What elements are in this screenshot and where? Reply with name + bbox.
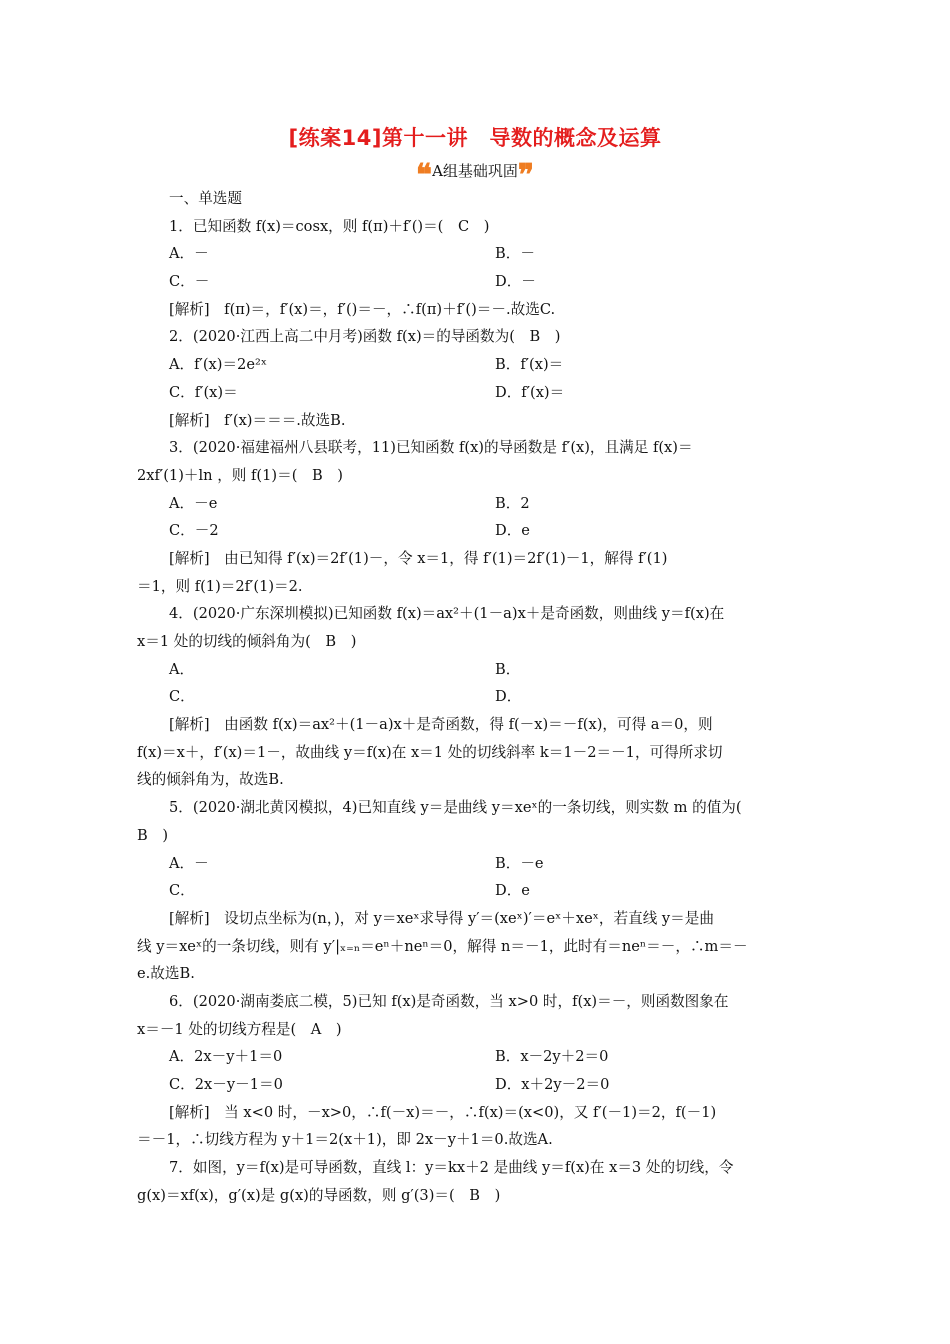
option-text: C．－2 [169, 522, 219, 540]
option-text: D．e [495, 882, 530, 900]
question-list [137, 213, 813, 1210]
option-row [137, 1043, 813, 1071]
option-row [137, 517, 813, 545]
option-text: C．－ [169, 273, 210, 291]
text-line: [解析] 由已知得 f′(x)＝2f′(1)－，令 x＝1，得 f′(1)＝2f′(1)－1，解得 f′(1) [169, 549, 668, 567]
option-text: B． [495, 660, 521, 678]
text-line: [解析] f(π)＝，f′(x)＝，f′()＝－，∴f(π)＋f′()＝－.故选C. [169, 300, 556, 318]
text-line: [解析] f′(x)＝＝＝.故选B. [169, 411, 346, 429]
option-text: B．x－2y＋2＝0 [495, 1048, 609, 1066]
text-line: 1．已知函数 f(x)＝cosx，则 f(π)＋f′()＝( C ) [169, 217, 490, 235]
option-row [137, 850, 813, 878]
option-row [137, 379, 813, 407]
text-line: e.故选B. [137, 965, 195, 983]
option-text: A． [169, 660, 195, 678]
section-heading: 一、单选题 [169, 190, 242, 207]
text-line: 7．如图，y＝f(x)是可导函数，直线 l：y＝kx＋2 是曲线 y＝f(x)在 x＝3 处的切线，令 [169, 1159, 734, 1177]
text-line: B ) [137, 826, 169, 844]
option-row [137, 490, 813, 518]
text-line: ＝－1，∴切线方程为 y＋1＝2(x＋1)，即 2x－y＋1＝0.故选A. [137, 1131, 553, 1149]
group-heading [0, 158, 950, 193]
open-quote-icon: ❝ [415, 158, 433, 193]
text-line: g(x)＝xf(x)，g′(x)是 g(x)的导函数，则 g′(3)＝( B ) [137, 1186, 501, 1204]
option-text: D．e [495, 522, 530, 540]
text-line: ＝1，则 f(1)＝2f′(1)＝2. [137, 577, 303, 595]
text-line: [解析] 当 x<0 时，－x>0，∴f(－x)＝－，∴f(x)＝(x<0)，又 f′(－1)＝2，f(－1) [169, 1103, 717, 1121]
option-row [137, 268, 813, 296]
text-line: 6．(2020·湖南娄底二模，5)已知 f(x)是奇函数，当 x>0 时，f(x)＝－，则函数图象在 [169, 992, 729, 1010]
text-line: f(x)＝x＋，f′(x)＝1－，故曲线 y＝f(x)在 x＝1 处的切线斜率 k＝1－2＝－1，可得所求切 [137, 743, 723, 761]
option-text: D． [495, 688, 522, 706]
text-line: 2xf′(1)＋ln ，则 f(1)＝( B ) [137, 466, 343, 484]
document-body [137, 185, 813, 1209]
option-text: A．－ [169, 245, 209, 263]
option-row [137, 1071, 813, 1099]
option-text: D．－ [495, 273, 536, 291]
option-text: A．－ [169, 854, 209, 872]
text-line: 3．(2020·福建福州八县联考，11)已知函数 f(x)的导函数是 f′(x)，且满足 f(x)＝ [169, 439, 693, 457]
option-row [137, 877, 813, 905]
option-text: D．x＋2y－2＝0 [495, 1076, 610, 1093]
text-line: 线 y＝xeˣ的一条切线，则有 y′|ₓ₌ₙ＝eⁿ＋neⁿ＝0，解得 n＝－1，此时有＝neⁿ＝－，∴m＝－ [137, 937, 748, 955]
text-line: 4．(2020·广东深圳模拟)已知函数 f(x)＝ax²＋(1－a)x＋是奇函数，则曲线 y＝f(x)在 [169, 605, 725, 623]
text-line: [解析] 由函数 f(x)＝ax²＋(1－a)x＋是奇函数，得 f(－x)＝－f(x)，可得 a＝0，则 [169, 716, 713, 734]
option-text: C． [169, 688, 195, 706]
text-line: 线的倾斜角为，故选B. [137, 771, 284, 789]
option-text: D．f′(x)＝ [495, 383, 565, 401]
option-row [137, 683, 813, 711]
option-text: C． [169, 882, 195, 900]
option-row [137, 351, 813, 379]
option-row [137, 240, 813, 268]
option-row [137, 656, 813, 684]
option-text: B．－e [495, 854, 544, 872]
group-label: A组基础巩固 [432, 162, 518, 180]
option-text: B．2 [495, 494, 530, 512]
option-text: B．f′(x)＝ [495, 356, 564, 374]
close-quote-icon: ❞ [517, 158, 535, 193]
option-text: B．－ [495, 245, 535, 263]
option-text: A．－e [169, 494, 218, 512]
option-text: A．2x－y＋1＝0 [169, 1048, 283, 1066]
page-title: [练案14]第十一讲 导数的概念及运算 [288, 126, 662, 150]
text-line: 5．(2020·湖北黄冈模拟，4)已知直线 y＝是曲线 y＝xeˣ的一条切线，则实数 m 的值为( [169, 799, 742, 817]
text-line: 2．(2020·江西上高二中月考)函数 f(x)＝的导函数为( B ) [169, 328, 561, 346]
text-line: x＝－1 处的切线方程是( A ) [137, 1020, 342, 1038]
option-text: C．f′(x)＝ [169, 383, 238, 401]
option-text: C．2x－y－1＝0 [169, 1076, 283, 1093]
text-line: [解析] 设切点坐标为(n，)，对 y＝xeˣ求导得 y′＝(xeˣ)′＝eˣ＋xeˣ，若直线 y＝是曲 [169, 909, 714, 927]
option-text: A．f′(x)＝2e²ˣ [169, 356, 268, 374]
text-line: x＝1 处的切线的倾斜角为( B ) [137, 633, 357, 650]
